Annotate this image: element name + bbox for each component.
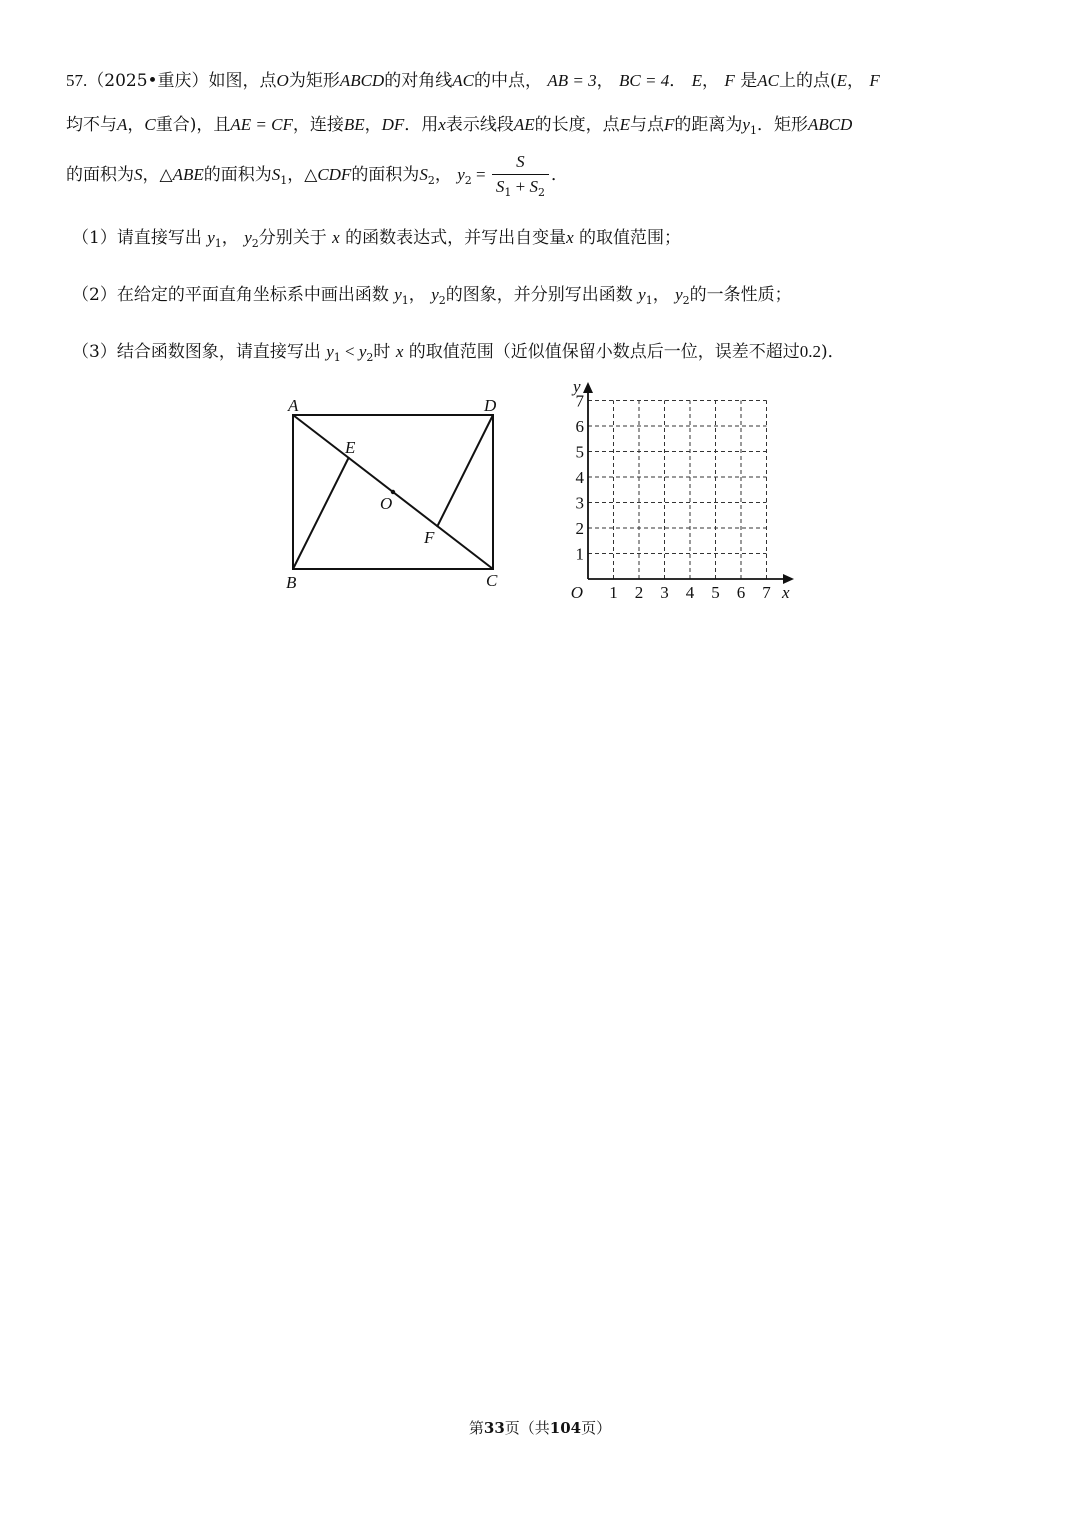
subscript: 2 <box>251 237 259 250</box>
text: 是 <box>740 71 758 91</box>
y-tick-label: 7 <box>575 391 584 411</box>
text: 的一条性质； <box>689 285 792 305</box>
text: 的距离为 <box>674 115 743 135</box>
math: A <box>117 115 128 134</box>
text: ，△ <box>142 165 173 185</box>
text: = <box>471 165 490 184</box>
x-tick-labels <box>609 583 771 602</box>
coordinate-grid <box>571 377 794 602</box>
y-tick-labels <box>576 392 585 564</box>
text: （1）请直接写出 <box>72 228 202 248</box>
text: 的面积为 <box>351 165 420 185</box>
math: ABCD <box>807 115 853 134</box>
text: 页） <box>581 1419 612 1437</box>
math: AB = 3 <box>547 71 597 90</box>
text: 的取值范围； <box>579 228 682 248</box>
page-number: 33 <box>483 1419 505 1437</box>
x-tick-label: 2 <box>634 583 644 602</box>
text: 时 <box>373 342 391 362</box>
label-c: C <box>486 571 498 590</box>
text: ， <box>364 115 382 135</box>
math: x <box>438 115 446 134</box>
y-tick-label: 5 <box>575 442 584 462</box>
math: S <box>419 165 428 184</box>
label-f: F <box>424 528 435 547</box>
fraction-denominator <box>492 175 549 199</box>
math: y <box>394 285 402 304</box>
math: F <box>869 71 880 90</box>
math: y <box>244 228 252 247</box>
label-e: E <box>345 438 356 457</box>
text: 页（共 <box>504 1419 550 1437</box>
text: 的取值范围（近似值保留小数点后一位，误差不超过 <box>408 342 800 362</box>
rectangle-labels <box>286 396 498 592</box>
math: y <box>675 285 683 304</box>
text: （2）在给定的平面直角坐标系中画出函数 <box>72 285 389 305</box>
math: AC <box>452 71 474 90</box>
math: BC = 4 <box>619 71 670 90</box>
math: y <box>358 342 367 361</box>
grid-lines <box>588 401 767 580</box>
text: 为矩形 <box>288 71 340 91</box>
text: 第 <box>468 1419 484 1437</box>
text: 与点 <box>630 115 665 135</box>
math: ABCD <box>339 71 385 90</box>
subscript: 2 <box>464 174 472 187</box>
text: 的面积为 <box>203 165 272 185</box>
subscript: 1 <box>749 124 757 137</box>
math: F <box>724 71 735 90</box>
math: S <box>495 177 505 196</box>
text: ，连接 <box>292 115 344 135</box>
y-tick-label: 1 <box>575 544 584 564</box>
math: x <box>566 228 574 247</box>
text: 如图，点 <box>208 71 277 91</box>
math: S <box>529 177 538 196</box>
text: ． <box>669 71 687 91</box>
text: ， <box>221 228 239 248</box>
x-axis-label: x <box>782 583 790 602</box>
text: ， <box>652 285 670 305</box>
question-2 <box>72 280 792 307</box>
text: ， <box>846 71 864 91</box>
fraction-numerator <box>492 152 549 175</box>
subscript: 1 <box>333 351 341 364</box>
text: 的长度，点 <box>534 115 620 135</box>
y-tick-label: 6 <box>575 417 584 436</box>
math: E <box>836 71 847 90</box>
text: 的面积为 <box>66 165 134 185</box>
label-d: D <box>484 396 497 415</box>
text: 表示线段 <box>445 115 514 135</box>
text: ， <box>596 71 614 91</box>
text: ， <box>127 115 145 135</box>
y-tick-label: 2 <box>575 519 584 538</box>
subscript: 1 <box>645 294 653 307</box>
text: )． <box>821 342 845 362</box>
subscript: 2 <box>537 186 545 199</box>
text: （3）结合函数图象，请直接写出 <box>72 342 321 362</box>
text: 上的点( <box>778 71 837 91</box>
math: CDF <box>317 165 352 184</box>
subscript: 2 <box>438 294 446 307</box>
subscript: 2 <box>682 294 690 307</box>
figures <box>270 370 810 610</box>
subscript: 1 <box>504 186 512 199</box>
x-tick-label: 7 <box>762 583 771 602</box>
fraction <box>492 152 549 199</box>
label-b: B <box>286 573 297 592</box>
math: S <box>516 152 525 171</box>
text: 均不与 <box>66 115 117 135</box>
math: AC <box>757 71 779 90</box>
text: ， <box>434 165 452 185</box>
problem-source: （2025•重庆） <box>87 71 209 91</box>
math: S <box>134 165 143 184</box>
text: 的图象，并分别写出函数 <box>445 285 633 305</box>
text: 0.2 <box>799 342 822 361</box>
segment-df <box>437 415 493 527</box>
math: y <box>457 165 465 184</box>
math: y <box>431 285 439 304</box>
segment-be <box>293 457 349 569</box>
x-tick-label: 5 <box>711 583 720 602</box>
subscript: 1 <box>214 237 222 250</box>
math: F <box>664 115 675 134</box>
text: 的中点， <box>473 71 542 91</box>
problem-line-1 <box>66 66 880 91</box>
text: < <box>340 342 359 361</box>
text: ，△ <box>287 165 318 185</box>
math: x <box>395 342 404 361</box>
text: + <box>511 177 530 196</box>
math: O <box>276 71 289 90</box>
page-footer <box>0 1417 1080 1438</box>
text: 重合)，且 <box>155 115 231 135</box>
y-axis-arrow <box>583 382 593 393</box>
math: y <box>742 115 750 134</box>
math: E <box>619 115 631 134</box>
subscript: 1 <box>280 174 288 187</box>
text: ．用 <box>404 115 439 135</box>
text: 分别关于 <box>258 228 327 248</box>
math: DF <box>381 115 405 134</box>
math: ABE <box>172 165 204 184</box>
text: ． <box>550 165 568 185</box>
subscript: 2 <box>366 351 374 364</box>
question-1 <box>72 223 681 250</box>
math: x <box>332 228 340 247</box>
x-tick-label: 1 <box>609 583 618 602</box>
text: ．矩形 <box>756 115 808 135</box>
question-3 <box>72 337 845 364</box>
math: S <box>271 165 281 184</box>
y-tick-label: 3 <box>575 493 584 513</box>
y-axis-label: y <box>573 377 581 396</box>
math: AE <box>513 115 535 134</box>
math: y <box>638 285 646 304</box>
problem-line-2 <box>66 110 852 137</box>
subscript: 2 <box>427 174 435 187</box>
problem-line-3 <box>66 152 568 199</box>
x-tick-label: 3 <box>660 583 669 602</box>
x-tick-label: 6 <box>736 583 746 602</box>
origin-label: O <box>570 583 583 602</box>
math: E <box>691 71 703 90</box>
problem-number: 57. <box>66 71 88 90</box>
text: ， <box>702 71 720 91</box>
text: ， <box>408 285 426 305</box>
x-tick-label: 4 <box>685 583 695 602</box>
math: C <box>144 115 156 134</box>
math: y <box>207 228 215 247</box>
y-tick-label: 4 <box>575 468 584 487</box>
label-o: O <box>380 494 393 513</box>
text: 的函数表达式，并写出自变量 <box>345 228 567 248</box>
label-a: A <box>288 396 299 415</box>
math: y <box>326 342 334 361</box>
subscript: 1 <box>401 294 409 307</box>
total-pages: 104 <box>549 1419 582 1437</box>
math: BE <box>343 115 365 134</box>
math: AE = CF <box>230 115 293 134</box>
text: 的对角线 <box>384 71 453 91</box>
